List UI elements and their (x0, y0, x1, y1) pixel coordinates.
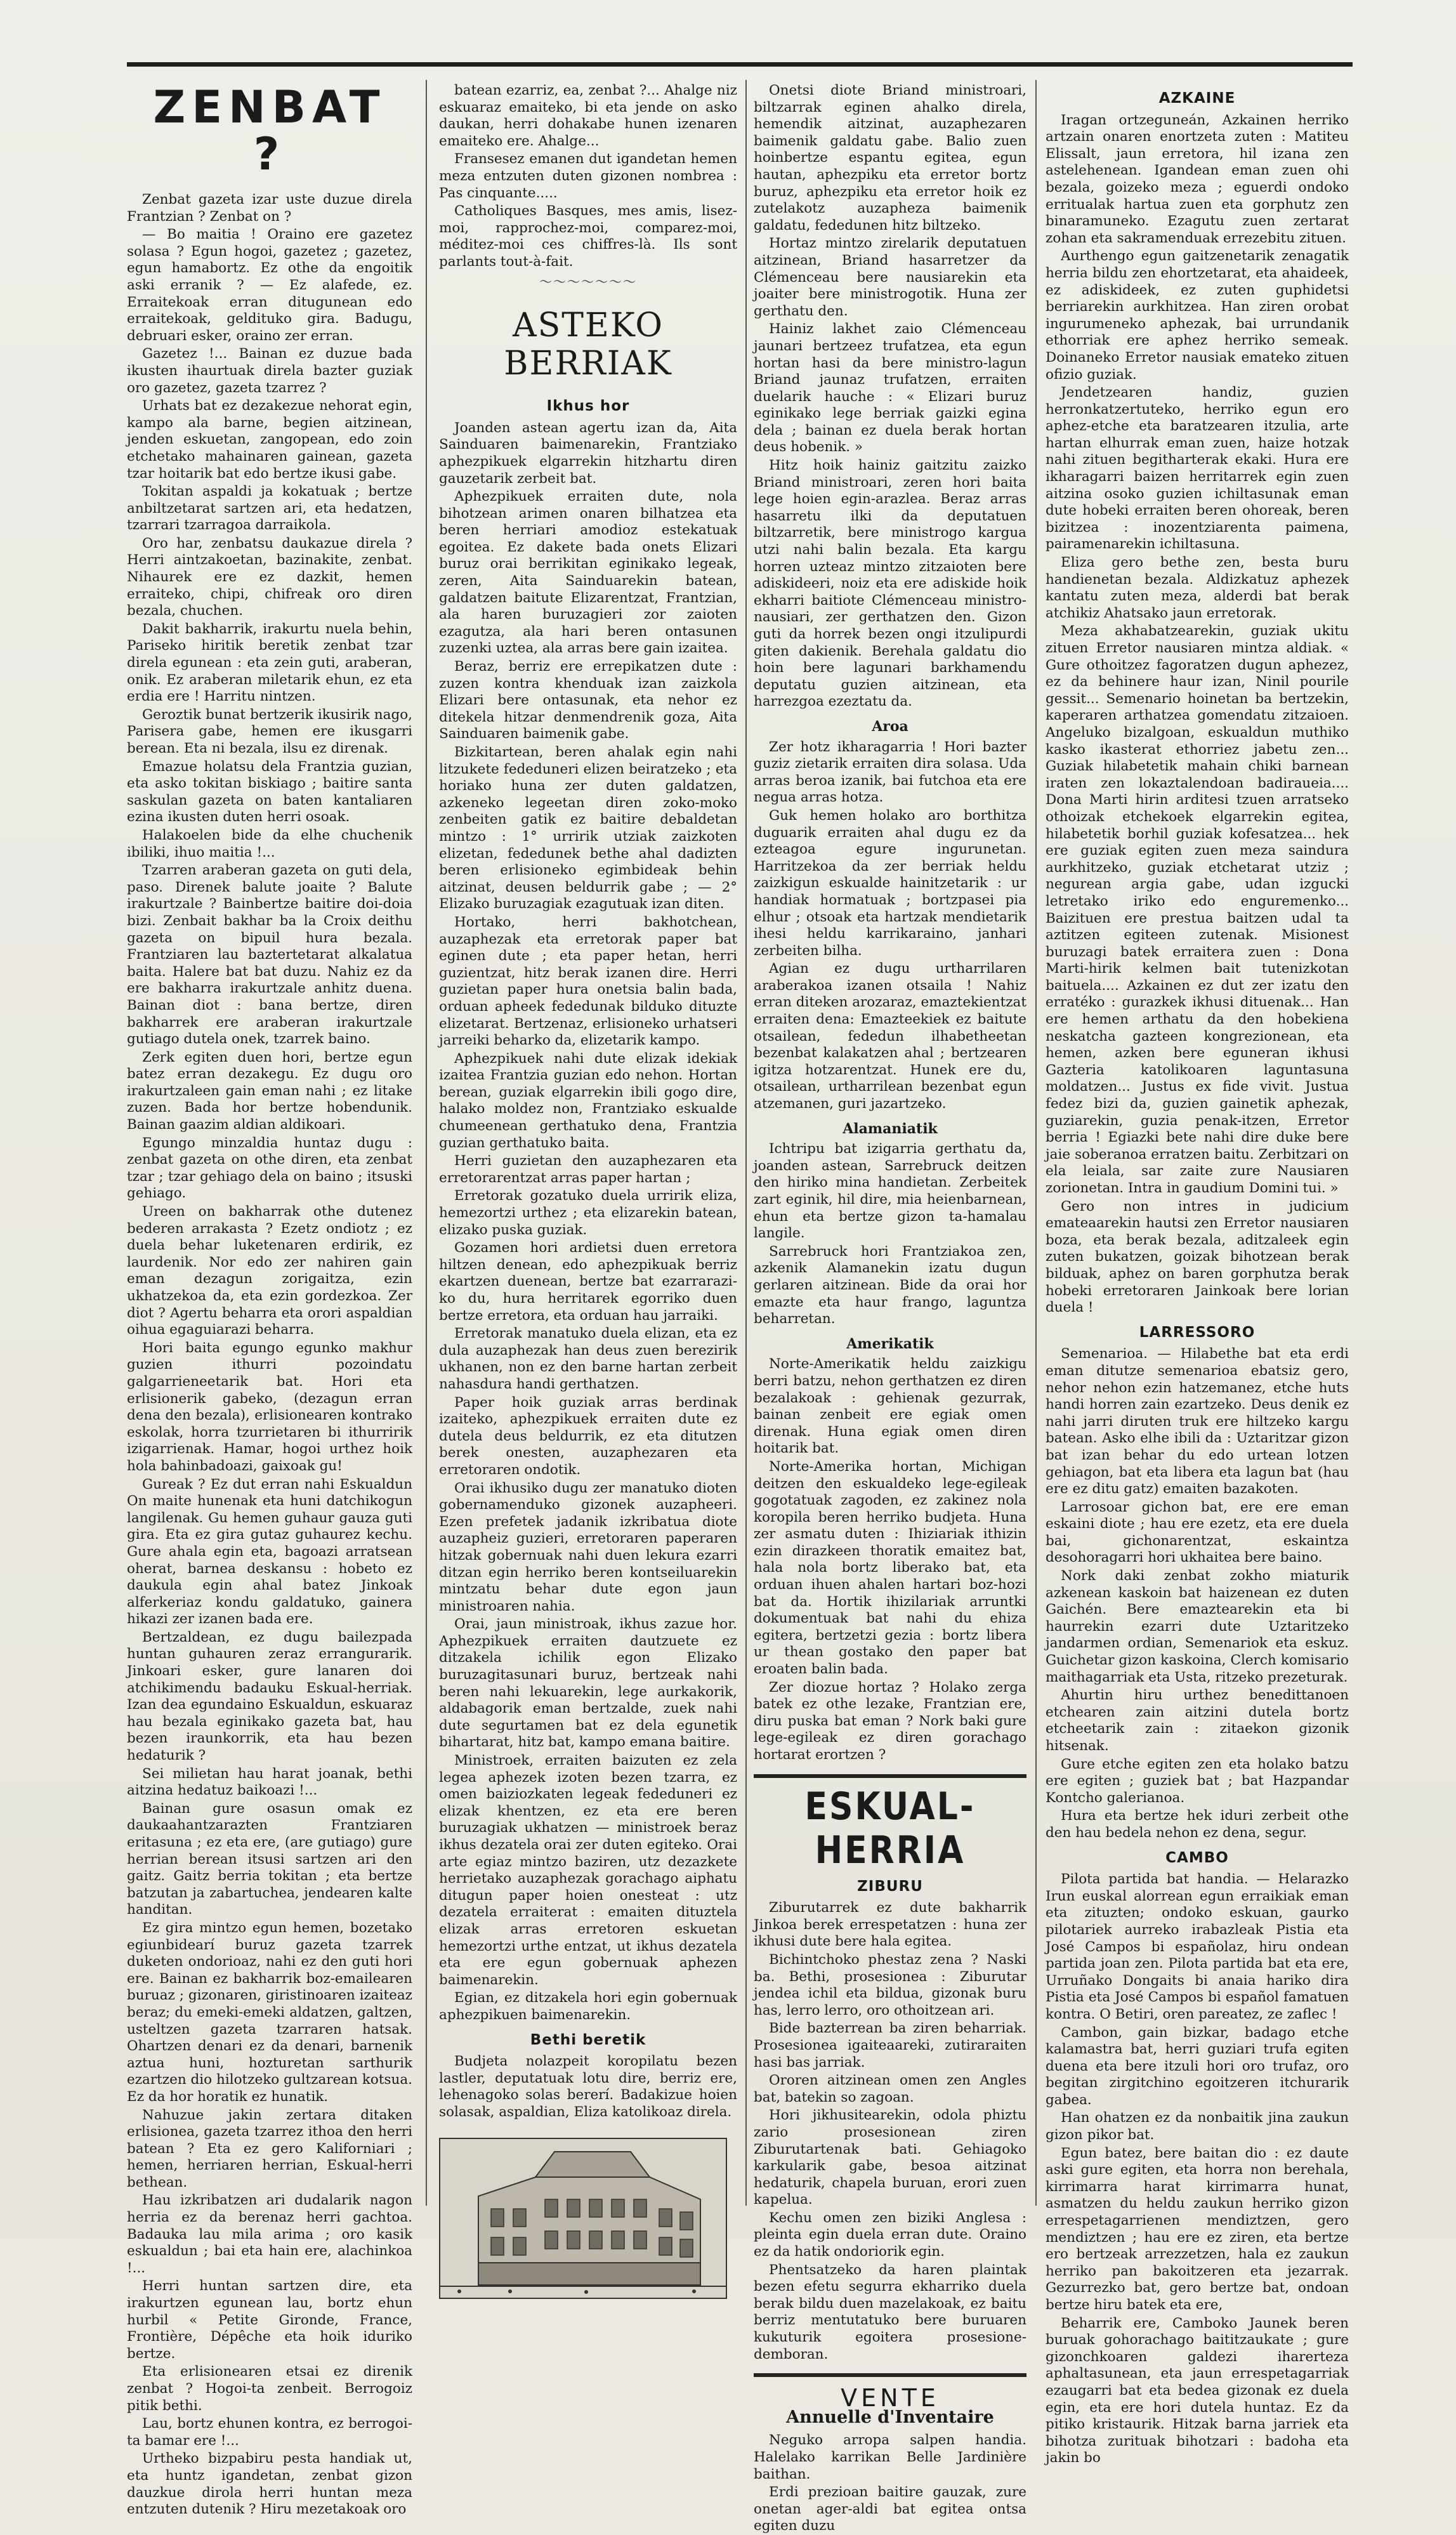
paragraph: Cambon, gain bizkar, badago etche kalamastra bat, herri guziari trufa egiten duena eta bere itzuli hori oro trufaz, oro begitan zirgitchino egoitzeren itchurarik gabea. (1046, 2024, 1349, 2108)
paragraph: Meza akhabatzearekin, guziak ukitu zituen Erretor nausiaren mintza aldiak. « Gure othoitzez fagoratzen dugun aphezez, ez da behinere haur izan, Ninil pourile gessit... Semenario hoinetan ba bertzekin, kaperaren arthatzea gomendatu zitzaioen. Angeluko bizalgoan, eskualdun muthiko kasko ikasterat ethorriez jabetu zen... Guziak hilabetetik mahain chiki barnean iraten zen lokaztalendoan badiraueia.... Dona Marti hirin arditesi tzuen arratseko othoizak etchekoek elgarrekin egitea, hilabetetik borhil guziak kofesatzea... hek ere guziak egiten zuen meza saindura aurkhitzeko, guziak etchetarat utziz ; negurean argia gabe, udan izgucki letretako iriko edo enguremenko... Baizituen ere prestua baitzen udal ta aztitzen egiteen zutenak. Misionest buruzagi batek erraitera zuen : Dona Marti-hirik kelmen bait tutenizkotan baituela.... Azkainen ez dut zer izatu den erratéko : gurazkek ikhusi dituenak... Han ere hemen arthatu da den hobekiena neskatcha gazteen kongrezionean, eta hemen, azken bere eguneran ikhusi Gazteria katolikoaren laguntasuna moldatzen... Justus ex fide vivit. Justua fedez bizi da, guzien gainetik aphezak, guziarekin, guzia penak-itzen, Erretor berria ! Egiazki bete nahi dire duke bere jaie soberanoa erratzen baitu. Zerbitzari on ela leiala, sar zaite zure Nausiaren zorionetan. Intra in gaudium Domini tui. » (1046, 623, 1349, 1196)
paragraph: Dakit bakharrik, irakurtu nuela behin, Pariseko hiritik beretik zenbat tzar direla egunean : eta zein guti, araberan, onik. Ez araberan miletarik ehun, ez eta erdia ere ! Harritu nintzen. (127, 621, 412, 705)
paragraph: Hainiz lakhet zaio Clémenceau jaunari bertzeez trufatzea, eta egun hortan hasi da bere ministro-lagun Briand jaunaz trufatzen, erraiten duelarik hauche : « Elizari buruz eginikako lege berriak gaizki egina dela ; bainan ez duela berak hortan deus hobenik. » (754, 321, 1026, 456)
paragraph: Emazue holatsu dela Frantzia guzian, eta asko tokitan biskiago ; baitire santa saskulan gazeta on baten kantaliaren ezina ikusten duten herri osoak. (127, 758, 412, 826)
paragraph: Egian, ez ditzakela hori egin gobernuak aphezpikuen baimenarekin. (439, 1990, 737, 2023)
paragraph: Ureen on bakharrak othe dutenez bederen arrakasta ? Ezetz ondiotz ; ez duela behar luketenaren erdirik, ez laurdenik. Nor edo zer nahiren gain eman dezagun zorigaitza, ezin ukhatzekoa da, eta ezin gordezkoa. Zer diot ? Agertu beharra eta orori aspaldian oihua egaguiarazi beharra. (127, 1204, 412, 1338)
paragraph: Aurthengo egun gaitzenetarik zenagatik herria bildu zen ehortzetarat, eta ahaideek, ez adiskideek, ez zuten guphidetsi berriarekin aurkhitzea. Han ziren orobat ingurumeneko aphezak, bai urrundanik ethorriak ere aphez herriko semeak. Doinaneko Erretor nausiak emateko zituen ofizio guziak. (1046, 248, 1349, 383)
paragraph: Hori jikhusitearekin, odola phiztu zario prosesionean ziren Ziburutartenak bati. Gehiagoko karkularik gabe, besoa aitzinat hedaturik, chapela buruan, erori zuen kapelua. (754, 2107, 1026, 2208)
paragraph: Semenarioa. — Hilabethe bat eta erdi eman ditutze semenarioa ebatsiz gero, nehor nehon ezin hatzemanez, etche huts handi horren zain ezartzeko. Deus denik ez nahi jarri diruten truk ere hiltzeko kargu batean. Asko elhe ibili da : Uztaritzar gizon bat izan behar du edo urtean lotzen gehiagon, bat eta libera eta lagun bat (hau ere ez ditu gatz) emaiten bazakoten. (1046, 1346, 1349, 1498)
column-1 (127, 81, 412, 2518)
paragraph: Orai ikhusiko dugu zer manatuko dioten gobernamenduko gizonek auzapheeri. Ezen prefetek jadanik izkribatua diote auzapheiz guzieri, erretoraren paperaren hitzak gobernuak nahi duen lekura ezarri ditzan egin herriko beren kontseiluarekin mintzatu behar dute egon jaun ministroaren nahia. (439, 1480, 737, 1614)
article-amerikatik-body (754, 1356, 1026, 1763)
paragraph: Bertzaldean, ez dugu bailezpada huntan guhauren zeraz errangurarik. Jinkoari esker, gure lanaren doi atchikimendu badauku Eskual-herriak. Izan dea egundaino Eskualdun, eskuaraz hau bezala eginikako gazeta bat, hau bezen iraunkorrik, eta hau bezen hedaturik ? (127, 1629, 412, 1764)
paragraph: Sei milietan hau harat joanak, bethi aitzina hedatuz baikoazi !... (127, 1765, 412, 1799)
paragraph: Zerk egiten duen hori, bertze egun batez erran dezakegu. Ez dugu oro irakurtzaleen gain eman nahi ; ez litake zuzen. Bada hor bertze hobendunik. Bainan gaazim aldian aldikoari. (127, 1049, 412, 1133)
paragraph: Neguko arropa salpen handia. Halelako karrikan Belle Jardinière baithan. (754, 2432, 1026, 2482)
article-ziburu-body (754, 1900, 1026, 2363)
paragraph: Halakoelen bide da elhe chuchenik ibiliki, ihuo maitia !... (127, 827, 412, 860)
paragraph: Hau izkribatzen ari dudalarik nagon herria ez da berenaz herri gachtoa. Badauka lau mila arima ; oro kasik eskualdun ; bai eta hain ere, alachinkoa !... (127, 2192, 412, 2276)
paragraph: Orai, jaun ministroak, ikhus zazue hor. Aphezpikuek erraiten dautzuete ez ditzakela ichilik egon Elizako buruzagitasunari buruz, bertzeak nahi beren nahi lekuarekin, lege aurkakorik, aldabagorik eman bertzalde, zuek nahi dute segurtamen bat ez dela egunetik bihartarat, hitz bat, kampo emana baitire. (439, 1616, 737, 1751)
paragraph: Phentsatzeko da haren plaintak bezen efetu segurra ekharriko duela berak bildu duen mazelakoak, ez baitu berriz mentutatuko bere buruaren kukuturik egoitera prosesione-demboran. (754, 2262, 1026, 2362)
paragraph: Catholiques Basques, mes amis, lisez-moi, rapprochez-moi, comparez-moi, méditez-moi ces chiffres-là. Ils sont parlants tout-à-fait. (439, 203, 737, 270)
headline-eskual-herria: ESKUAL-HERRIA (804, 1784, 976, 1873)
column-4 (1046, 82, 1349, 2466)
paragraph: Bide bazterrean ba ziren beharriak. Prosesionea igaiteaareki, zutiraraiten hasi bas jarriak. (754, 2020, 1026, 2071)
paragraph: Ahurtin hiru urthez benedittanoen etchearen zain aitzini dutela bortz etcheetarik zain : zitaekon gizonik hitsenak. (1046, 1687, 1349, 1754)
paragraph: Herri guzietan den auzaphezaren eta erretorarentzat arras paper hartan ; (439, 1153, 737, 1186)
subheading-cambo: CAMBO (1165, 1849, 1229, 1866)
paragraph: Herri huntan sartzen dire, eta irakurtzen egunean lau, bortz ehun hurbil « Petite Gironde, France, Frontière, Dépêche eta hoik iduriko bertze. (127, 2278, 412, 2362)
paragraph: Gozamen hori ardietsi duen erretora hiltzen denean, edo aphezpikuak berriz ekartzen duenean, bertze bat ezarrarazi-ko du, hura herritarek egorriko duen bertze erretora, eta orduan hau jarraiki. (439, 1240, 737, 1324)
paragraph: Sarrebruck hori Frantziakoa zen, azkenik Alamanekin izatu dugun gerlaren aitzinean. Bide da orai hor emazte eta haur frango, laguntza beharretan. (754, 1243, 1026, 1327)
paragraph: Norte-Amerikatik heldu zaizkigu berri batzu, nehon gerthatzen ez diren bezalakoak : gehienak gezurrak, bainan zenbeit ere egiak omen direnak. Huna egiak omen diren hoitarik bat. (754, 1356, 1026, 1457)
paragraph: — Bo maitia ! Oraino ere gazetez solasa ? Egun hogoi, gazetez ; gazetez, egun hamabortz. Ez othe da engoitik aski erranik ? — Ez alafede, ez. Erraitekoak erran ditugunean edo erraitekoak, geldituko gira. Badugu, debruari esker, oraino zer erran. (127, 227, 412, 344)
paragraph: Gure etche egiten zen eta holako batzu ere egiten ; guziek bat ; bat Hazpandar Kontcho galerianoa. (1046, 1756, 1349, 1806)
paragraph: Geroztik bunat bertzerik ikusirik nago, Parisera gabe, hemen ere ikusgarri berean. Eta ni bezala, ilsu ez direnak. (127, 706, 412, 756)
paragraph: Erretorak manatuko duela elizan, eta ez dula auzaphezak han deus zuen berezirik ukhanen, non ez den barne hartan zerbeit nahasdura handi gerthatzen. (439, 1326, 737, 1392)
paragraph: Lau, bortz ehunen kontra, ez berrogoi-ta bamar ere !... (127, 2416, 412, 2449)
paragraph: Beraz, berriz ere errepikatzen dute : zuzen kontra khenduak izan zaizkola Elizari bere ontasunak, eta nehor ez ditekela hitzar denmendrenik goza, Aita Sainduaren baimenik gabe. (439, 659, 737, 742)
paragraph: Aphezpikuek erraiten dute, nola bihotzean arimen onaren bilhatzea eta beren herriari amodioz estekatuak egoitea. Ez dakete bada onets Elizari buruz orai berrikitan eginikako legeak, zeren, Aita Sainduarekin batean, galdatzen baitute Elizarentzat, Frantzian, ala haren buruzagieri zor zaioten ezagutza, ala hari beren ontasunen zuzenki uztea, ala arras bere gain izaitea. (439, 489, 737, 657)
article-zenbat-continued (439, 82, 737, 271)
paragraph: Iragan ortzeguneán, Azkainen herriko artzain onaren enortzeta zuten : Matiteu Elissalt, jaun erretora, hil izana zen astelehenean. Igandean eman zuen ohi bezala, goizeko meza ; eguerdi ondoko erritualak hartua zuen eta gorphutz zen binaramuneko. Ezagutu zuen zertarat zohan eta sakramenduak errezebitu zituen. (1046, 112, 1349, 246)
paragraph: Fransesez emanen dut igandetan hemen meza entzuten duten gizonen nombrea : Pas cinquante..... (439, 151, 737, 201)
paragraph: Bizkitartean, beren ahalak egin nahi litzukete fededuneri elizen beiratzeko ; eta horiako huna zer duten galdatzen, azkeneko legeetan diren zoko-moko zenbeiten gatik ez baitire debaldetan mintzo : 1° urririk utziak zaizkoten elizetan, fededunek bethe ahal dadizten beren erlisioneko egimbideak behin aitzinat, deusen beldurrik gabe ; — 2° Elizako buruzagiak ezagutuak izan diten. (439, 744, 737, 912)
article-bethi-beretik-body (439, 2053, 737, 2121)
article-larressoro-body (1046, 1346, 1349, 1841)
headline-asteko-berriak: ASTEKO BERRIAK (504, 306, 672, 383)
paragraph: Tokitan aspaldi ja kokatuak ; bertze anbiltzetarat sartzen ari, eta hedatzen, tzarrari tzarragoa darraikola. (127, 484, 412, 534)
subheading-ikhus-hor: Ikhus hor (546, 398, 630, 415)
advert-vente-body (754, 2432, 1026, 2535)
paragraph: Oro har, zenbatsu daukazue direla ? Herri aintzakoetan, bazinakite, zenbat. Nihaurek ere ez dazkit, hemen erraiteko, chipi, chifreak oro diren bezala, chuchen. (127, 535, 412, 619)
article-briand-body (754, 82, 1026, 711)
paragraph: Paper hoik guziak arras berdinak izaiteko, aphezpikuek erraiten dute ez dutela deus beldurrik, ez eta ditutzen berek onesten, auzaphezaren eta erretoraren ondotik. (439, 1394, 737, 1478)
paragraph: Zenbat gazeta izar uste duzue direla Frantzian ? Zenbat on ? (127, 192, 412, 225)
paragraph: Hitz hoik hainiz gaitzitu zaizko Briand ministroari, zeren hori baita lege hoien egin-arazlea. Beraz arras hasarretu ilki da deputatuen biltzarretik, bere ministrogo kargua utzi nahi balin bezala. Eta kargu horren uzteaz mintzo zitzaioten bere adiskideeri, noiz eta ere adiskide hoik ekharri baitiote Clémenceau ministro-nausiari, zer gerthatzen den. Gizon guti da horrek bezen ongi itzulipurdi giten dakienik. Berehala galdatu dio hoin bere lagunari barkhamendu deputatu guzien aitzinean, eta harrezgoa ezeztatu da. (754, 458, 1026, 710)
paragraph: Eta erlisionearen etsai ez direnik zenbat ? Hogoi-ta zenbeit. Berrogoiz pitik bethi. (127, 2364, 412, 2414)
store-building-illustration (439, 2138, 727, 2299)
paragraph: Erdi prezioan baitire gauzak, zure onetan ager-aldi bat egitea ontsa egiten duzu (754, 2484, 1026, 2534)
top-rule (127, 62, 1353, 67)
paragraph: Gazetez !... Bainan ez duzue bada ikusten ihaurtuak direla bazter guziak oro gazetez, gazeta tzarrez ? (127, 346, 412, 396)
article-aroa-body (754, 739, 1026, 1113)
section-divider (754, 2373, 1026, 2377)
paragraph: Ichtripu bat izigarria gerthatu da, joanden astean, Sarrebruck deitzen den hiriko mina handietan. Zerbeitek zart eginik, hil dire, mia heienbarnean, ehun eta bertze gizon ta-hamalau langile. (754, 1141, 1026, 1242)
paragraph: Norte-Amerika hortan, Michigan deitzen den eskualdeko lege-egileak gogotatuak zagoden, ez zakinez nola koropila beren herriko budjeta. Huna zer asmatu duten : Ihiziariak ithizin ezin dirazkeen thoratik emaitez bat, hala nola bortz liberako bat, eta orduan ihuen ahalen hartari boz-hozi bat da. Hortik ihizilariak arruntki dokumentuak bat nahi du ehiza egitera, bertzetzi gezia : bortz libera ur thean gostako den paper bat eroaten balin bada. (754, 1458, 1026, 1678)
paragraph: Urhats bat ez dezakezue nehorat egin, kampo ala barne, begien aitzinean, jenden eskuetan, zangopean, edo zoin etchetako mahainaren gainean, gazeta tzar hoitarik bat edo bertze ikusi gabe. (127, 398, 412, 482)
column-3 (754, 82, 1027, 2534)
paragraph: Larrosoar gichon bat, ere ere eman eskaini diote ; hau ere ezetz, eta ere duela bai, gichonarentzat, eskaintza desohoragarri hori ukhaitea bere baino. (1046, 1499, 1349, 1566)
subheading-vente: Annuelle d'Inventaire (786, 2407, 994, 2427)
paragraph: Onetsi diote Briand ministroari, biltzarrak eginen ahalko direla, hemendik aitzinat, auzaphezaren baimenik galdatu gabe. Balio zuen hoinbertze espantu egitea, egun hautan, aphezpiku eta erretor bortz buruz, aphezpiku eta erretor hoik ez zutelakotz auzapheza baimenik galdatu, fededunen hitz biltzeko. (754, 82, 1026, 234)
paragraph: Egungo minzaldia huntaz dugu : zenbat gazeta on othe diren, eta zenbat tzar ; tzar gehiago dela on baino ; itsuski gehiago. (127, 1135, 412, 1202)
subheading-alamaniatik: Alamaniatik (843, 1120, 938, 1137)
article-cambo-body (1046, 1871, 1349, 2467)
paragraph: Gureak ? Ez dut erran nahi Eskualdun On maite hunenak eta huni datchikogun langilenak. Gu hemen guhaur gauza guti gira. Eta ez gira gutaz guhaurez kechu. Gure ahala egin eta, bagoazi arratsean oherat, barnea deskansu : hobeto ez daukula egin ahal batez Jinkoak alferkeriaz kondu galdatuko, gainera hikazi zer izanen bada ere. (127, 1476, 412, 1628)
article-ikhus-hor-body (439, 420, 737, 2024)
paragraph: Pilota partida bat handia. — Helarazko Irun euskal alorrean egun erraikiak eman eta zituzten; ondoko eskuan, gaurko pilotariek aurreko irabazleak Pistia eta José Campos bi españolaz, hiru ondean partida joan zen. Pilota partida bat eta ere, Urruñako Dongaits bi anaia hariko dira Pistia eta José Campos bi español famatuen kontra. O Betiri, oren pareatez, ze zaflec ! (1046, 1871, 1349, 2022)
paragraph: Aphezpikuek nahi dute elizak idekiak izaitea Frantzia guzian edo nehon. Hortan berean, guziak elgarrekin ibili gogo dire, halako moldez non, Frantziako eskualde chumeenean gerthatuko dena, Frantzia guzian gerthatuko baita. (439, 1050, 737, 1151)
article-alamaniatik-body (754, 1141, 1026, 1328)
paragraph: Hortaz mintzo zirelarik deputatuen aitzinean, Briand hasarretzer da Clémenceau bere nausiarekin eta joaiter bere ministrogotik. Huna zer gerthatu den. (754, 235, 1026, 319)
subheading-bethi-beretik: Bethi beretik (530, 2031, 646, 2048)
paragraph: Urtheko bizpabiru pesta handiak ut, eta huntz igandetan, zenbat gizon dauzkue dirola herri huntan meza entzuten dutenik ? Hiru mezetakoak oro (127, 2451, 412, 2518)
paragraph: Egun batez, bere baitan dio : ez daute aski gure egiten, eta horra non berehala, kirrimarra harat kirrimarra hunat, asmatzen du heldu zaukun herriko gizon errespetagarrienen mendiztzen, gero mendiztzen ; hau ere ez ziren, eta bertze ero bertzeak arrezzetzen, hala ez zaukun herriko pan bakoitzeren eta jezarrak. Gezurrezko bat, gero bertze bat, ondoan bertze hiru batek eta ere, (1046, 2145, 1349, 2313)
paragraph: Ororen aitzinean omen zen Angles bat, batekin so zagoan. (754, 2072, 1026, 2105)
column-rule (1035, 80, 1037, 2206)
paragraph: Guk hemen holako aro borthitza duguarik erraiten ahal dugu ez da ezteagoa egure ingurunetan. Harritzekoa da zer berriak heldu zaizkigun eskualde hainitzetarik : ur handiak hormatuak ; bortzpasei pia elhur ; otsoak eta hartzak mendietarik ihesi heldu karrikaraino, janhari zerbeiten bilha. (754, 807, 1026, 959)
paragraph: Budjeta nolazpeit koropilatu bezen lastler, deputatuak lotu dire, berriz ere, lehenagoko solas bererí. Badakizue hoien solasak, aspaldian, Eliza katolikoaz direla. (439, 2053, 737, 2120)
paragraph: Jendetzearen handiz, guzien herronkatzertuteko, herriko egun ero aphez-etche eta baratzearen itzulia, arte hartan elhurrak eman zuen, haize hotzak nahi zituen begitharterak ekaki. Hura ere ikharagarri baizen herritarrek egin zuen aitzina osoko guzien ichiltasunak eman dute hobeki erraiten beren ohoreak, beren bizitzea : inozentziarenta paimena, pairamenarekin ichiltasuna. (1046, 385, 1349, 553)
paragraph: Tzarren araberan gazeta on guti dela, paso. Direnek balute joaite ? Balute irakurtzale ? Bainbertze baitire doi-doia bizi. Zenbait bakhar ba la Croix deithu gazeta on bipuil hura bezala. Frantziaren lau baztertetarat alkalatua baita. Halere bat bat duzu. Nahiz ez da ere bakharra irakurtzale anhitz duena. Bainan diot : bana bertze, diren bakharrek ere araberan irakurtzale gutiago dutela onek, tzarrek baino. (127, 862, 412, 1048)
column-2 (439, 82, 737, 2202)
paragraph: Kechu omen zen biziki Anglesa : pleinta egin duela erran dute. Oraino ez da hatik ondoriorik egin. (754, 2209, 1026, 2260)
subheading-larressoro: LARRESSORO (1139, 1324, 1256, 1341)
article-azkaine-body (1046, 112, 1349, 1317)
subheading-amerikatik: Amerikatik (846, 1335, 934, 1352)
paragraph: Bichintchoko phestaz zena ? Naski ba. Bethi, prosesionea : Ziburutar jendea ichil eta bildua, gizonak buru has, lerro lerro, oro othoitzean ari. (754, 1951, 1026, 2018)
paragraph: Erretorak gozatuko duela urririk eliza, hemezortzi urthez ; eta elizarekin batean, elizako puska guziak. (439, 1188, 737, 1238)
paragraph: Hori baita egungo egunko makhur guzien ithurri pozoindatu galgarrieneetarik bat. Hori eta erlisionerik gabeko, (dezagun erran dena den bezala), erlisionearen kontrako eskolak, horra tzurrietaren bi ithurririk izigarrienak. Hamar, hogoi urthez hoik hola bahinbadoazi, gaixoak gu! (127, 1340, 412, 1474)
column-rule (426, 80, 427, 2206)
headline-vente: VENTE (841, 2384, 940, 2413)
article-zenbat-body (127, 192, 412, 2519)
paragraph: Gero non intres in judicium emateaarekin hautsi zen Erretor nausiaren boza, eta berak bezala, aditzaleek egin zuten bukatzen, goizak bihotzean berak bilduak, aphez on baren gorphutza berak hobeki erretoraren Jainkoak bere lorian duela ! (1046, 1198, 1349, 1316)
subheading-ziburu: ZIBURU (857, 1878, 923, 1895)
paragraph: Bainan gure osasun omak ez daukaahantzarazten Frantziaren eritasuna ; ez eta ere, (are gutiago) gure herrian berean itsusi sartzen ari den gaitz. Gaitz berria tokitan ; eta bertze batzutan ja zabartuchea, jendearen kalte handitan. (127, 1800, 412, 1918)
paragraph: Han ohatzen ez da nonbaitik jina zaukun gizon pikor bat. (1046, 2110, 1349, 2143)
column-rule (745, 80, 747, 2206)
subheading-azkaine: AZKAINE (1158, 90, 1236, 107)
paragraph: Ez gira mintzo egun hemen, bozetako egiunbidearí buruz gazeta tzarrek duketen ondorioaz, nahi ez den guti hori ere. Bainan ez bakharrik boz-emailearen buruaz ; gizonaren, giristinoaren izaiteaz beraz; du emeki-emeki aldatzen, galtzen, usteltzen gazeta tzarraren hatsak. Ohartzen denari ez da denari, barnenik aztua huni, hozturetan sarthurik ezartzen dio hilotzeko gultzarean kotsua. Ez da hor horatik ez hunatik. (127, 1919, 412, 2105)
paragraph: Beharrik ere, Camboko Jaunek beren buruak gohorachago baititzaukate ; gure gizonchkoaren galdezi iharerteza aphaltasunean, eta jaun errespetagarriak ezaugarri bat eta bedea gizonak ez duela egin, eta ere hori dutela huntaz. Ez da pitiko kristaurik. Hitzak barna jarriek eta bihotza zurituak bihotzari : badoha eta jakin bo (1046, 2315, 1349, 2466)
paragraph: Hortako, herri bakhotchean, auzaphezak eta erretorak paper bat eginen dute ; eta paper hetan, herri guzientzat, hitz berak izanen dire. Herri guzietan paper hura onetsia balin bada, orduan apheek fededunak bilduko dituzte elizetarat. Bertzenaz, erlisioneko urhatseri jarreiki beharko da, elizetarik kampo. (439, 914, 737, 1049)
paragraph: Agian ez dugu urtharrilaren araberakoa izanen otsaila ! Nahiz erran diteken arozaraz, emaztekientzat erraiten dena: Emazteekiek ez baitute otsailean, fededun ilhabetheetan bezenbat kalakatzen ahal ; bertzearen igitza hotzarentzat. Hunek ere du, otsailean, urtharrilean bezenbat egun atzemanen, guri jazartzeko. (754, 961, 1027, 1112)
paragraph: Zer diozue hortaz ? Holako zerga batek ez othe lezake, Frantzian ere, diru puska bat eman ? Nork baki gure lege-egileak ez diren gorachago hortarat erortzen ? (754, 1679, 1026, 1763)
paragraph: Nahuzue jakin zertara ditaken erlisionea, gazeta tzarrez ithoa den herri batean ? Eta ez gero Kaliforniari ; hemen, herriaren herrian, Eskual-herri bethean. (127, 2107, 412, 2190)
paragraph: Hura eta bertze hek iduri zerbeit othe den hau bedela nehon ez dena, segur. (1046, 1808, 1349, 1841)
paragraph: Ziburutarrek ez dute bakharrik Jinkoa berek errespetatzen : huna zer ikhusi dute bere hala egitea. (754, 1900, 1026, 1950)
paragraph: Eliza gero bethe zen, besta buru handienetan bezala. Aldizkatuz aphezek kantatu zuten meza, alderdi bat berak atchikiz Ahatsako jaun erretorak. (1046, 555, 1349, 621)
paragraph: Joanden astean agertu izan da, Aita Sainduaren baimenarekin, Frantziako aphezpikuek elgarrekin hitzhartu diren gauzetarik zerbeit bat. (439, 419, 737, 487)
paragraph: batean ezarriz, ea, zenbat ?... Ahalge niz eskuaraz emaiteko, bi eta jende on asko daukan, herri dohakabe hunen izenaren emaiteko ere. Ahalge... (439, 82, 737, 149)
subheading-aroa: Aroa (872, 718, 908, 735)
headline-zenbat: ZENBAT ? (153, 81, 386, 180)
paragraph: Nork daki zenbat zokho miaturik azkenean kaskoin bat haizenean ez duten Gaichén. Bere emaztearekin eta bi haurrekin ezarri dute Uztaritzeko jandarmen ordian, Semenariok eta eskuz. Guichetar gizon kaskoina, Clerch komisario maithagarriak eta Usta, ritzeko prezeturak. (1046, 1568, 1349, 1685)
section-divider (754, 1774, 1026, 1778)
section-divider: 〜〜〜〜〜〜〜 (539, 273, 637, 289)
paragraph: Zer hotz ikharagarria ! Hori bazter guziz zietarik erraiten dira solasa. Uda arras beroa izanik, bai futchoa eta ere negua arras hotza. (754, 739, 1026, 806)
paragraph: Ministroek, erraiten baizuten ez zela legea aphezek izoten bezen tzarra, ez omen baiziozkaten legeak fededuneri ez elizak khentzen, ez eta ere beren buruzagiak ukhatzen — ministroek beraz ikhus dezatela orai zer duten egiteko. Orai arte egiaz mintzo baziren, utz dezazkete herrietako auzaphezak gorachago aiphatu ditugun paper hoien onesteat : utz dezatela erraiterat : emaiten dituztela elizak arras erretoren eskuetan hemezortzi urthe entzat, ut ikhus dezatela eta ere egun gobernuak aphezen baimenarekin. (439, 1753, 737, 1988)
